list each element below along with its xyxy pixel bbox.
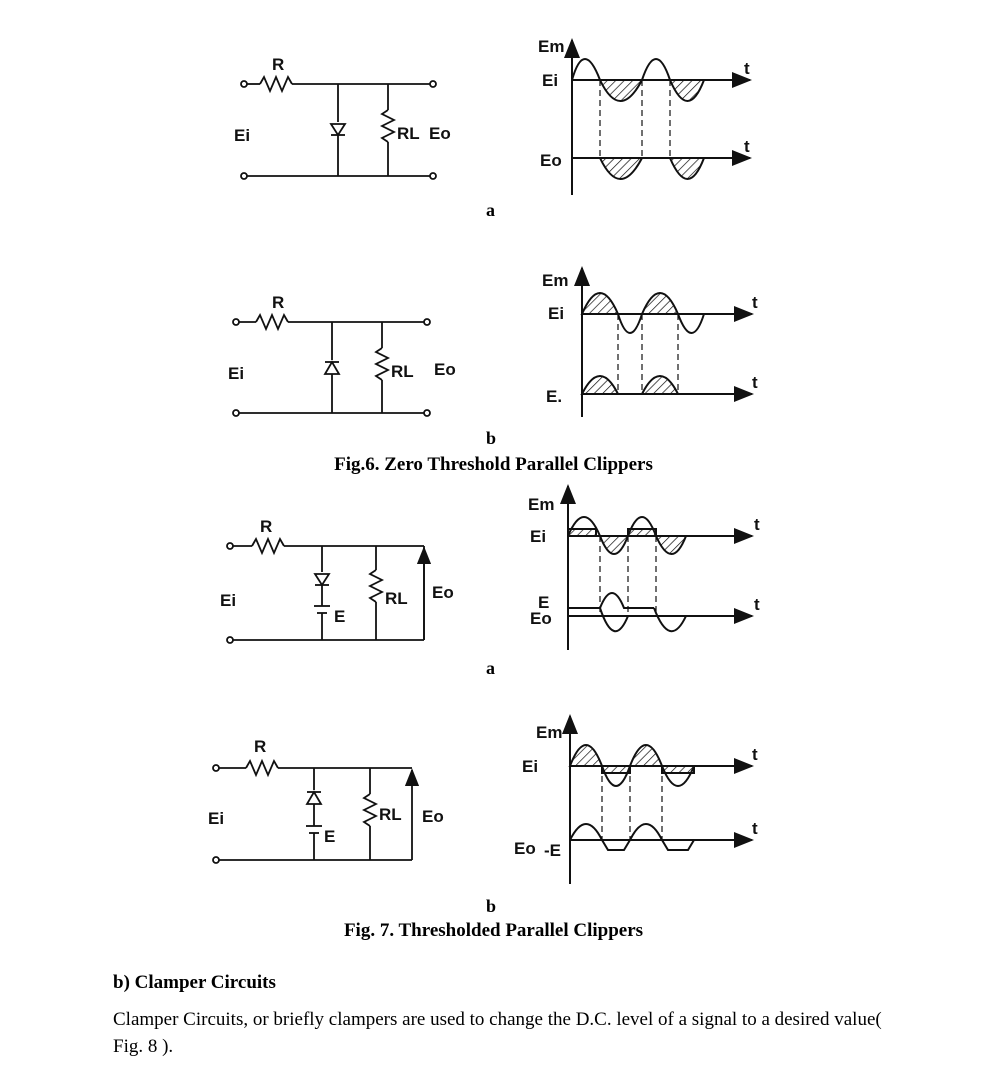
fig7b-t2-label: t	[752, 819, 758, 838]
fig7b-t1-label: t	[752, 745, 758, 764]
fig6b-ei-label: Ei	[228, 364, 245, 383]
fig6a-waveform	[530, 30, 770, 200]
fig7a-e-label: E	[334, 607, 346, 626]
fig6b-wave-ei-label: Ei	[548, 304, 565, 323]
fig6b-sub-label: b	[486, 428, 497, 448]
fig6a-t2-label: t	[744, 137, 750, 156]
fig7a-t2-label: t	[754, 595, 760, 614]
fig6-caption: Fig.6. Zero Threshold Parallel Clippers	[334, 454, 653, 475]
fig7b-sub-label: b	[486, 896, 497, 916]
fig6b-rl-label: RL	[391, 362, 414, 381]
fig6b-t1-label: t	[752, 293, 758, 312]
fig6b-r-label: R	[272, 293, 285, 312]
fig7a-em-label: Em	[528, 495, 555, 514]
fig6b-t2-label: t	[752, 373, 758, 392]
fig7-caption: Fig. 7. Thresholded Parallel Clippers	[343, 920, 644, 941]
fig7b-em-label: Em	[536, 723, 563, 742]
fig7a-r-label: R	[260, 517, 273, 536]
fig7b-neg-e-label: -E	[544, 841, 561, 860]
section-paragraph: Clamper Circuits, or briefly clampers are used to change the D.C. level of a signal to a desired value( Fig. 8 ).	[113, 1009, 882, 1057]
fig7a-eo-label: Eo	[432, 583, 454, 602]
fig7a-wave-e-label: E	[538, 593, 550, 612]
fig6b-circuit	[222, 278, 456, 428]
fig6a-sub-label: a	[486, 200, 495, 220]
fig7b-e-label: E	[324, 827, 336, 846]
section-heading: b) Clamper Circuits	[113, 972, 276, 993]
fig6b-waveform	[530, 262, 770, 422]
fig7b-circuit	[200, 732, 460, 872]
fig6b-wave-eo-label: E.	[546, 387, 563, 406]
fig6a-r-label: R	[272, 55, 285, 74]
fig6a-t1-label: t	[744, 59, 750, 78]
fig7a-circuit	[216, 512, 466, 652]
fig7b-wave-ei-label: Ei	[522, 757, 539, 776]
fig7b-r-label: R	[254, 737, 267, 756]
fig7a-ei-label: Ei	[220, 591, 237, 610]
fig6b-eo-label: Eo	[434, 360, 456, 379]
fig7b-rl-label: RL	[379, 805, 402, 824]
fig7b-wave-eo-label: Eo	[514, 839, 536, 858]
fig6a-wave-ei-label: Ei	[542, 71, 559, 90]
fig7a-sub-label: a	[486, 658, 495, 678]
fig6a-rl-label: RL	[397, 124, 420, 143]
fig6a-circuit	[230, 40, 450, 190]
fig7a-wave-eo-label: Eo	[530, 609, 552, 628]
fig7a-wave-ei-label: Ei	[530, 527, 547, 546]
fig6a-em-label: Em	[538, 37, 565, 56]
fig7b-ei-label: Ei	[208, 809, 225, 828]
fig7a-waveform	[520, 482, 770, 652]
fig6a-eo-label: Eo	[429, 124, 451, 143]
fig6a-ei-label: Ei	[234, 126, 251, 145]
fig6b-em-label: Em	[542, 271, 569, 290]
fig7a-t1-label: t	[754, 515, 760, 534]
fig7a-rl-label: RL	[385, 589, 408, 608]
fig7b-eo-label: Eo	[422, 807, 444, 826]
fig6a-wave-eo-label: Eo	[540, 151, 562, 170]
fig7b-waveform	[510, 712, 770, 888]
